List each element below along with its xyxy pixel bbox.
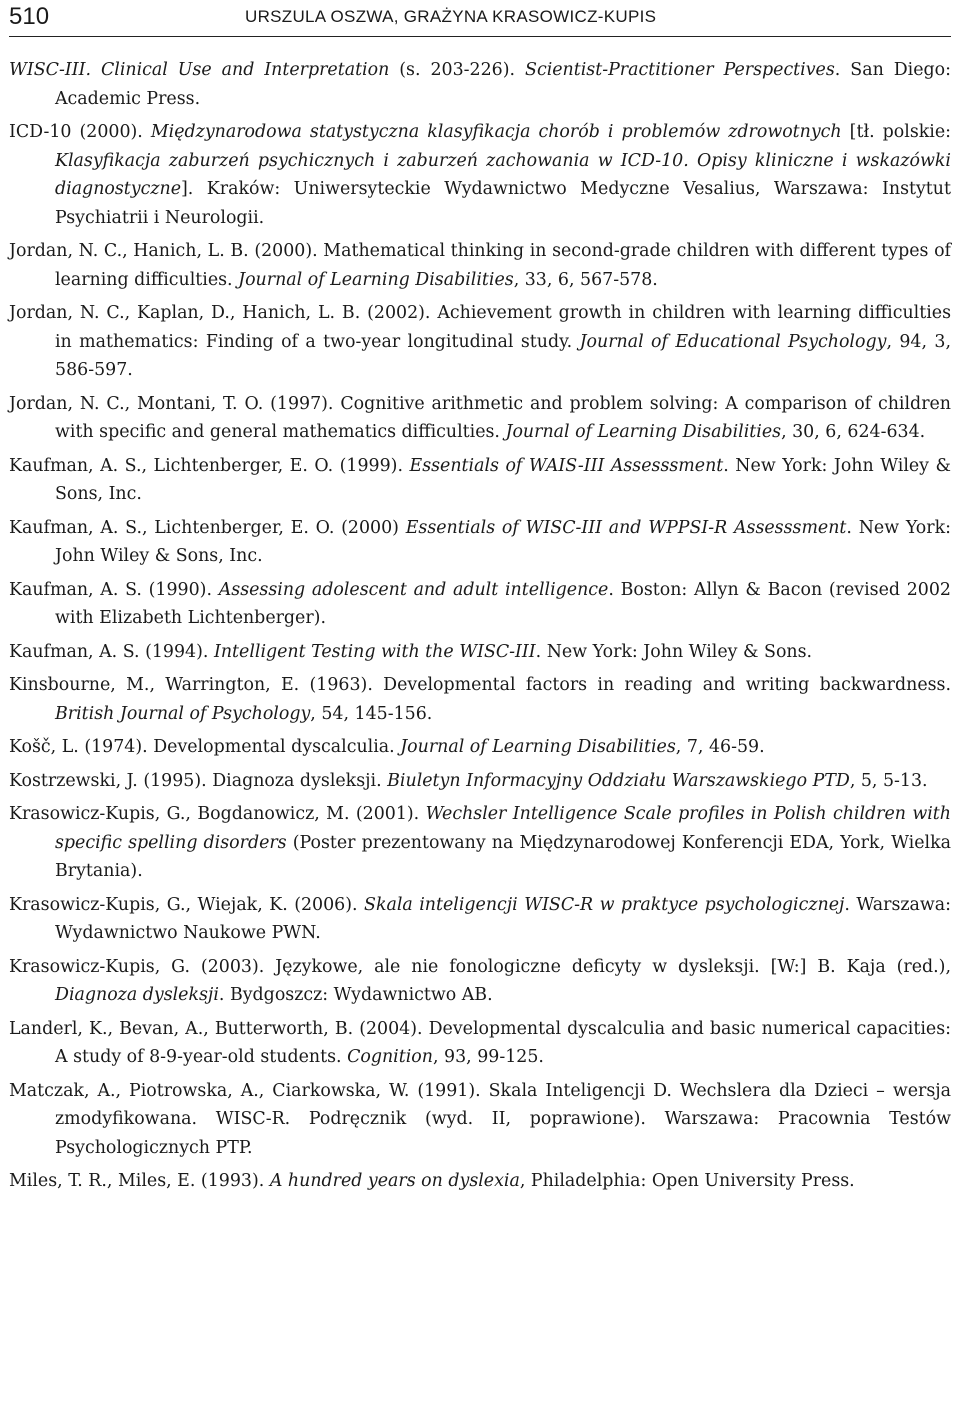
reference-title: Journal of Educational Psychology xyxy=(579,331,887,352)
reference-text: , 5, 5-13. xyxy=(849,770,928,791)
reference-title: Essentials of WISC-III and WPPSI-R Assesssment xyxy=(405,517,847,538)
reference-entry xyxy=(9,237,951,294)
reference-entry xyxy=(9,452,951,509)
page-number: 510 xyxy=(9,3,50,30)
reference-title: Essentials of WAIS-III Assesssment xyxy=(409,455,724,476)
reference-title: Journal of Learning Disabilities xyxy=(400,737,676,757)
reference-title: Międzynarodowa statystyczna klasyfikacja chorób i problemów zdrowotnych xyxy=(150,122,842,142)
reference-text: . San Diego: Academic Press. xyxy=(55,60,951,109)
reference-title: Scientist-Practitioner Perspectives xyxy=(525,60,835,80)
reference-text: (Poster prezentowany na Międzynarodowej Konferencji EDA, York, Wielka Brytania). xyxy=(55,832,951,881)
reference-text: Kostrzewski, J. (1995). Diagnoza dysleksji. xyxy=(9,770,388,791)
reference-entry xyxy=(9,953,951,1010)
reference-text: Krasowicz-Kupis, G. (2003). Językowe, ale nie fonologiczne deficyty w dysleksji. [W:] B. Kaja (red.), xyxy=(9,956,951,977)
reference-text: . New York: John Wiley & Sons, Inc. xyxy=(55,455,951,504)
reference-text: , 54, 145-156. xyxy=(310,703,433,724)
reference-title: Assessing adolescent and adult intelligence xyxy=(218,579,609,600)
reference-entry xyxy=(9,118,951,232)
reference-text: . Warszawa: Wydawnictwo Naukowe PWN. xyxy=(55,894,952,943)
reference-entry xyxy=(9,671,951,728)
reference-entry xyxy=(9,576,951,633)
reference-title: Intelligent Testing with the WISC-III xyxy=(213,641,536,662)
reference-title: Diagnoza dysleksji xyxy=(55,985,219,1005)
reference-text: (s. 203-226). xyxy=(389,60,526,80)
reference-text: Krasowicz-Kupis, G., Wiejak, K. (2006). xyxy=(9,894,365,915)
reference-text: Krasowicz-Kupis, G., Bogdanowicz, M. (2001). xyxy=(9,804,426,824)
reference-title: Journal of Learning Disabilities xyxy=(238,269,514,290)
reference-text: [tł. polskie: xyxy=(841,122,951,142)
reference-title: WISC-III. Clinical Use and Interpretation xyxy=(9,60,390,80)
reference-text: . Boston: Allyn & Bacon (revised 2002 with Elizabeth Lichtenberger). xyxy=(55,579,951,628)
reference-text: , 93, 99-125. xyxy=(432,1047,544,1067)
reference-text: , 30, 6, 624-634. xyxy=(781,422,926,442)
reference-entry xyxy=(9,638,951,667)
page-header xyxy=(9,2,951,37)
reference-text: ICD-10 (2000). xyxy=(9,122,151,142)
reference-text: Kaufman, A. S. (1994). xyxy=(9,641,214,662)
reference-text: Miles, T. R., Miles, E. (1993). xyxy=(9,1171,270,1191)
reference-text: . Bydgoszcz: Wydawnictwo AB. xyxy=(218,985,493,1005)
reference-entry xyxy=(9,514,951,571)
reference-text: , Philadelphia: Open University Press. xyxy=(519,1171,855,1191)
reference-entry xyxy=(9,390,951,447)
reference-entry xyxy=(9,1077,951,1163)
reference-entry xyxy=(9,891,951,948)
reference-title: Skala inteligencji WISC-R w praktyce psychologicznej xyxy=(364,894,845,915)
reference-text: , 94, 3, 586-597. xyxy=(55,331,952,380)
reference-text: Landerl, K., Bevan, A., Butterworth, B. (2004). Developmental dyscalculia and basic numerical capacities: A study of 8-9-year-old students. xyxy=(9,1018,951,1067)
reference-text: . New York: John Wiley & Sons, Inc. xyxy=(55,517,951,566)
reference-title: Journal of Learning Disabilities xyxy=(505,422,782,442)
reference-text: Jordan, N. C., Hanich, L. B. (2000). Mathematical thinking in second-grade children with different types of learning difficulties. xyxy=(9,241,951,290)
reference-text: . New York: John Wiley & Sons. xyxy=(535,641,813,662)
reference-text: , 33, 6, 567-578. xyxy=(513,269,658,290)
reference-text: Kaufman, A. S., Lichtenberger, E. O. (2000) xyxy=(9,517,406,538)
reference-title: Klasyfikacja zaburzeń psychicznych i zaburzeń zachowania w ICD-10. Opisy kliniczne i wskazówki diagnostyczne xyxy=(55,150,951,199)
reference-list xyxy=(9,56,951,1201)
running-head: URSZULA OSZWA, GRAŻYNA KRASOWICZ-KUPIS xyxy=(245,7,657,26)
reference-entry xyxy=(9,800,951,886)
reference-entry xyxy=(9,299,951,385)
reference-text: Košč, L. (1974). Developmental dyscalculia. xyxy=(9,737,401,757)
reference-text: Jordan, N. C., Montani, T. O. (1997). Cognitive arithmetic and problem solving: A comparison of children with specific and general mathematics difficulties. xyxy=(9,393,951,442)
reference-title: British Journal of Psychology xyxy=(55,703,311,724)
reference-entry xyxy=(9,1167,951,1196)
reference-entry xyxy=(9,767,951,796)
reference-title: A hundred years on dyslexia xyxy=(269,1171,520,1191)
reference-text: Jordan, N. C., Kaplan, D., Hanich, L. B. (2002). Achievement growth in children with learning difficulties in mathematics: Finding of a two-year longitudinal study. xyxy=(9,303,951,352)
reference-text: , 7, 46-59. xyxy=(675,737,765,757)
reference-text: Matczak, A., Piotrowska, A., Ciarkowska, W. (1991). Skala Inteligencji D. Wechslera dla Dzieci – wersja zmodyfikowana. WISC-R. Podręcznik (wyd. II, poprawione). Warszawa: Pracownia Testów Psychologicznych PTP. xyxy=(9,1080,951,1158)
reference-text: Kinsbourne, M., Warrington, E. (1963). Developmental factors in reading and writing backwardness. xyxy=(9,675,951,695)
reference-text: Kaufman, A. S., Lichtenberger, E. O. (1999). xyxy=(9,455,410,476)
reference-entry xyxy=(9,56,951,113)
reference-entry xyxy=(9,1015,951,1072)
reference-text: ]. Kraków: Uniwersyteckie Wydawnictwo Medyczne Vesalius, Warszawa: Instytut Psychiatrii i Neurologii. xyxy=(55,179,951,228)
reference-title: Cognition xyxy=(347,1047,433,1067)
reference-title: Wechsler Intelligence Scale profiles in Polish children with specific spelling disorders xyxy=(55,804,951,853)
reference-text: Kaufman, A. S. (1990). xyxy=(9,579,219,600)
reference-title: Biuletyn Informacyjny Oddziału Warszawskiego PTD xyxy=(387,770,850,791)
reference-entry xyxy=(9,733,951,762)
